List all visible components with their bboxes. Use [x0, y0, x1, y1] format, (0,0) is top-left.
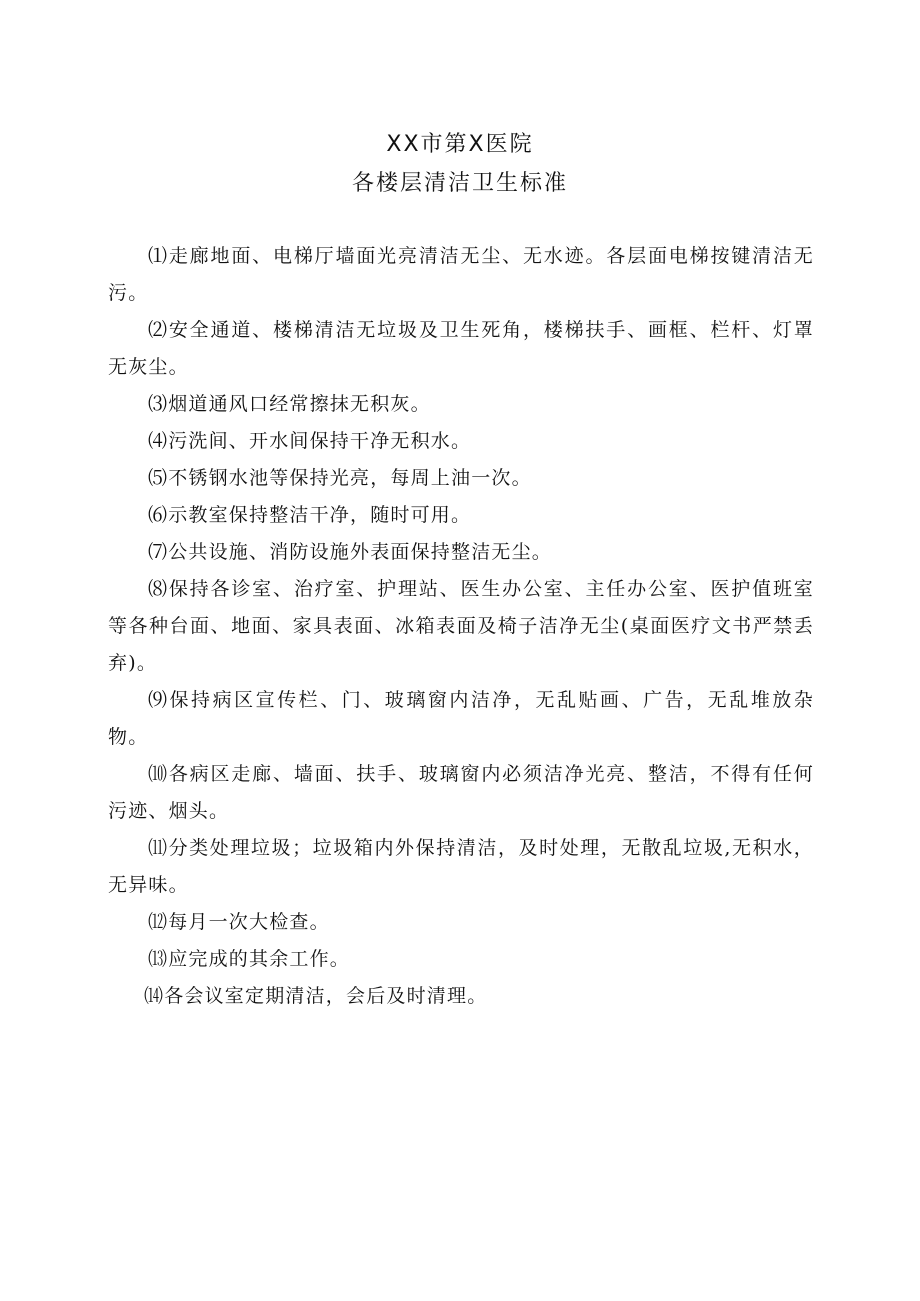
standards-list	[108, 238, 814, 1015]
document-subtitle: 各楼层清洁卫生标准	[351, 171, 568, 196]
document-title: XX市第X医院	[386, 132, 534, 157]
standard-item-2: ⑵安全通道、楼梯清洁无垃圾及卫生死角，楼梯扶手、画框、栏杆、灯罩无灰尘。	[108, 319, 814, 378]
standard-item-4: ⑷污洗间、开水间保持干净无积水。	[148, 430, 472, 452]
standard-item-13: ⒀应完成的其余工作。	[148, 948, 351, 970]
standard-item-3: ⑶烟道通风口经常擦抹无积灰。	[148, 393, 431, 415]
standard-item-7: ⑺公共设施、消防设施外表面保持整洁无尘。	[148, 541, 553, 563]
standard-item-1: ⑴走廊地面、电梯厅墙面光亮清洁无尘、无水迹。各层面电梯按键清洁无污。	[108, 245, 814, 304]
standard-item-14: ⒁各会议室定期清洁，会后及时清理。	[144, 985, 488, 1007]
standard-item-8: ⑻保持各诊室、治疗室、护理站、医生办公室、主任办公室、医护值班室等各种台面、地面、家具表面、冰箱表面及椅子洁净无尘(桌面医疗文书严禁丢弃)。	[108, 578, 814, 674]
standard-item-12: ⑿每月一次大检查。	[148, 911, 330, 933]
standard-item-6: ⑹示教室保持整洁干净，随时可用。	[148, 504, 472, 526]
standard-item-5: ⑸不锈钢水池等保持光亮，每周上油一次。	[148, 467, 532, 489]
standard-item-10: ⑽各病区走廊、墙面、扶手、玻璃窗内必须洁净光亮、整洁，不得有任何污迹、烟头。	[108, 763, 814, 822]
standard-item-9: ⑼保持病区宣传栏、门、玻璃窗内洁净，无乱贴画、广告，无乱堆放杂物。	[108, 689, 814, 748]
standard-item-11: ⑾分类处理垃圾；垃圾箱内外保持清洁，及时处理，无散乱垃圾,无积水，无异味。	[108, 837, 814, 896]
